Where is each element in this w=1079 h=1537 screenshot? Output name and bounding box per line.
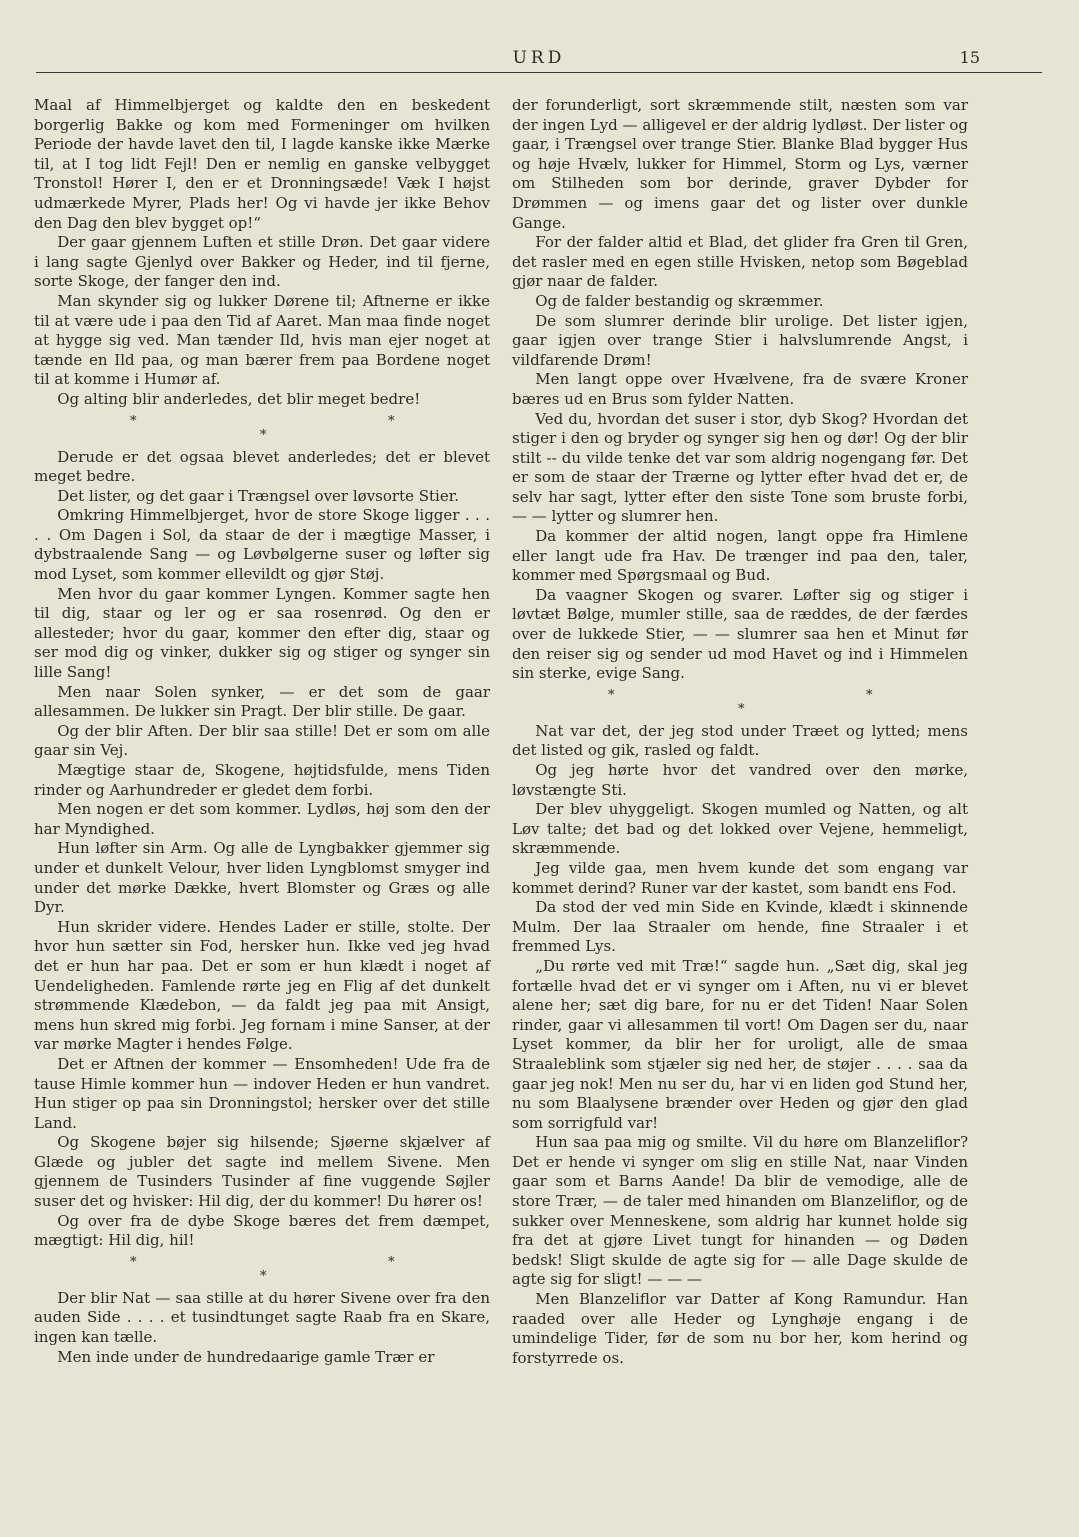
section-divider: [34, 1251, 490, 1289]
paragraph: „Du rørte ved mit Træ!“ sagde hun. „Sæt dig, skal jeg fortælle hvad det er vi synger om i Aften, nu vi er blevet alene her; sæt dig bare, for nu er det Tiden! Naar Solen rinder, gaar vi allesammen til vort! Om Dagen ser du, naar Lyset kommer, da blir her for uroligt, alle de smaa Straaleblink som stjæler sig ned her, de støjer . . . . saa da gaar jeg nok! Men nu ser du, har vi en liden god Stund her, nu som Blaalysene brænder over Heden og gjør den glad som sorrigfuld var!: [512, 956, 968, 1132]
paragraph: Der blev uhyggeligt. Skogen mumled og Natten, og alt Løv talte; det bad og det lokked over Vejene, hemmeligt, skræmmende.: [512, 800, 968, 858]
divider-star: *: [866, 687, 873, 703]
paragraph: Og der blir Aften. Der blir saa stille! Det er som om alle gaar sin Vej.: [34, 721, 490, 760]
paragraph: Og jeg hørte hvor det vandred over den mørke, løvstængte Sti.: [512, 761, 968, 799]
paragraph: Omkring Himmelbjerget, hvor de store Skoge ligger . . . . . Om Dagen i Sol, da staar de der i mægtige Masser, i dybstraalende Sang — og Løvbølgerne suser og løfter sig mod Lyset, som kommer ellevildt og gjør Støj.: [34, 506, 490, 584]
divider-star: *: [608, 687, 615, 703]
paragraph: Og over fra de dybe Skoge bæres det frem dæmpet, mægtigt: Hil dig, hil!: [34, 1211, 490, 1250]
paragraph: Der gaar gjennem Luften et stille Drøn. Det gaar videre i lang sagte Gjenlyd over Bakker og Heder, ind til fjerne, sorte Skoge, der fanger den ind.: [34, 233, 490, 291]
page-header: [36, 48, 1042, 76]
paragraph: der forunderligt, sort skræmmende stilt, næsten som var der ingen Lyd — alligevel er der aldrig lydløst. Der lister og gaar, i Trængsel over trange Stier. Blanke Blad bygger Hus og høje Hvælv, lukker for Himmel, Storm og Lys, værner om Stilheden som bor derinde, graver Dybder for Drømmen — og imens gaar det og lister over dunkle Gange.: [512, 96, 968, 232]
divider-star: *: [260, 1268, 267, 1284]
paragraph: Men naar Solen synker, — er det som de gaar allesammen. De lukker sin Pragt. Der blir stille. De gaar.: [34, 682, 490, 721]
paragraph: Det er Aftnen der kommer — Ensomheden! Ude fra de tause Himle kommer hun — indover Heden er hun vandret. Hun stiger op paa sin Dronningstol; hersker over det stille Land.: [34, 1054, 490, 1132]
paragraph: Derude er det ogsaa blevet anderledes; det er blevet meget bedre.: [34, 447, 490, 486]
paragraph: Der blir Nat — saa stille at du hører Sivene over fra den auden Side . . . . et tusindtunget sagte Raab fra en Skare, ingen kan tælle.: [34, 1288, 490, 1347]
divider-star: *: [388, 413, 395, 429]
paragraph: Maal af Himmelbjerget og kaldte den en beskedent borgerlig Bakke og kom med Formeninger om hvilken Periode der havde lavet den til, I lagde kanske ikke Mærke til, at I tog lidt Fejl! Den er nemlig en ganske velbygget Tronstol! Hører I, den er et Dronningsæde! Væk I højst udmærkede Myrer, Plads her! Og vi havde jer ikke Behov den Dag den blev bygget op!“: [34, 96, 490, 232]
paragraph: Og de falder bestandig og skræmmer.: [535, 291, 824, 310]
paragraph: Hun løfter sin Arm. Og alle de Lyngbakker gjemmer sig under et dunkelt Velour, hver liden Lyngblomst smyger ind under det mørke Dække, hvert Blomster og Græs og alle Dyr.: [34, 839, 490, 917]
paragraph: For der falder altid et Blad, det glider fra Gren til Gren, det rasler med en egen stille Hvisken, netop som Bøgeblad gjør naar de falder.: [512, 233, 968, 291]
paragraph: De som slumrer derinde blir urolige. Det lister igjen, gaar igjen over trange Stier i halvslumrende Angst, i vildfarende Drøm!: [512, 311, 968, 369]
paragraph: Det lister, og det gaar i Trængsel over løvsorte Stier.: [57, 486, 460, 505]
left-column: [34, 96, 490, 1367]
section-divider: [34, 410, 490, 448]
paragraph: Da vaagner Skogen og svarer. Løfter sig og stiger i løvtæt Bølge, mumler stille, saa de ræddes, de der færdes over de lukkede Stier, — — slumrer saa hen et Minut før den reiser sig og sender ud mod Havet og ind i Himmelen sin sterke, evige Sang.: [512, 585, 968, 683]
paragraph: Og Skogene bøjer sig hilsende; Sjøerne skjælver af Glæde og jubler det sagte ind mellem Sivene. Men gjennem de Tusinders Tusinder af fine vuggende Søjler suser det og hvisker: Hil dig, der du kommer! Du hører os!: [34, 1133, 490, 1211]
page-number: 15: [959, 48, 980, 67]
section-divider: [512, 684, 968, 722]
paragraph: Og alting blir anderledes, det blir meget bedre!: [57, 389, 421, 408]
paragraph: Men inde under de hundredaarige gamle Trær er: [57, 1347, 435, 1366]
paragraph: Jeg vilde gaa, men hvem kunde det som engang var kommet derind? Runer var der kastet, som bandt ens Fod.: [512, 858, 968, 897]
right-column: [512, 96, 968, 1368]
divider-star: *: [130, 1254, 137, 1270]
paragraph: Men Blanzeliflor var Datter af Kong Ramundur. Han raaded over alle Heder og Lynghøje engang i de umindelige Tider, før de som nu bor her, kom herind og forstyrrede os.: [512, 1290, 968, 1367]
paragraph: Da kommer der altid nogen, langt oppe fra Himlene eller langt ude fra Hav. De trænger ind paa den, taler, kommer med Spørgsmaal og Bud.: [512, 527, 968, 585]
divider-star: *: [388, 1254, 395, 1270]
divider-star: *: [130, 413, 137, 429]
paragraph: Men langt oppe over Hvælvene, fra de svære Kroner bæres ud en Brus som fylder Natten.: [512, 370, 968, 408]
paragraph: Mægtige staar de, Skogene, højtidsfulde, mens Tiden rinder og Aarhundreder er gledet dem forbi.: [34, 761, 490, 799]
paragraph: Men hvor du gaar kommer Lyngen. Kommer sagte hen til dig, staar og ler og er saa rosenrød. Og den er allesteder; hvor du gaar, kommer den efter dig, staar og ser mod dig og vinker, dukker sig og stiger og synger sin lille Sang!: [34, 584, 490, 682]
paragraph: Hun saa paa mig og smilte. Vil du høre om Blanzeliflor? Det er hende vi synger om slig en stille Nat, naar Vinden gaar som et Barns Aande! Da blir de vemodige, alle de store Trær, — de taler med hinanden om Blanzeliflor, og de sukker over Menneskene, som aldrig har kunnet holde sig fra det at gjøre Livet tungt for hinanden — og Døden bedsk! Sligt skulde de agte sig for — alle Dage skulde de agte sig for sligt! — — —: [512, 1133, 968, 1289]
paragraph: Hun skrider videre. Hendes Lader er stille, stolte. Der hvor hun sætter sin Fod, hersker hun. Ikke ved jeg hvad det er hun har paa. Det er som er hun klædt i noget af Uendeligheden. Famlende rørte jeg en Flig af det dunkelt strømmende Klædebon, — da faldt jeg paa mit Ansigt, mens hun skred mig forbi. Jeg fornam i mine Sanser, at der var mørke Magter i hendes Følge.: [34, 917, 490, 1054]
header-rule: [36, 72, 1042, 73]
divider-star: *: [738, 701, 745, 717]
divider-star: *: [260, 427, 267, 443]
paragraph: Ved du, hvordan det suser i stor, dyb Skog? Hvordan det stiger i den og bryder og synger sig hen og dør! Og der blir stilt -- du vilde tenke det var som aldrig nogengang før. Det er som de staar der Trærne og lytter efter hvad det er, de selv har sagt, lytter efter den siste Tone som bruste forbi, — — lytter og slumrer hen.: [512, 409, 968, 526]
publication-title: URD: [512, 48, 566, 68]
paragraph: Da stod der ved min Side en Kvinde, klædt i skinnende Mulm. Der laa Straaler om hende, fine Straaler i et fremmed Lys.: [512, 898, 968, 956]
paragraph: Nat var det, der jeg stod under Træet og lytted; mens det listed og gik, rasled og faldt.: [512, 721, 968, 760]
paragraph: Men nogen er det som kommer. Lydløs, høj som den der har Myndighed.: [34, 800, 490, 838]
paragraph: Man skynder sig og lukker Dørene til; Aftnerne er ikke til at være ude i paa den Tid af Aaret. Man maa finde noget at hygge sig ved. Man tænder Ild, hvis man ejer noget at tænde en Ild paa, og man bærer frem paa Bordene noget til at komme i Humør af.: [34, 291, 490, 389]
